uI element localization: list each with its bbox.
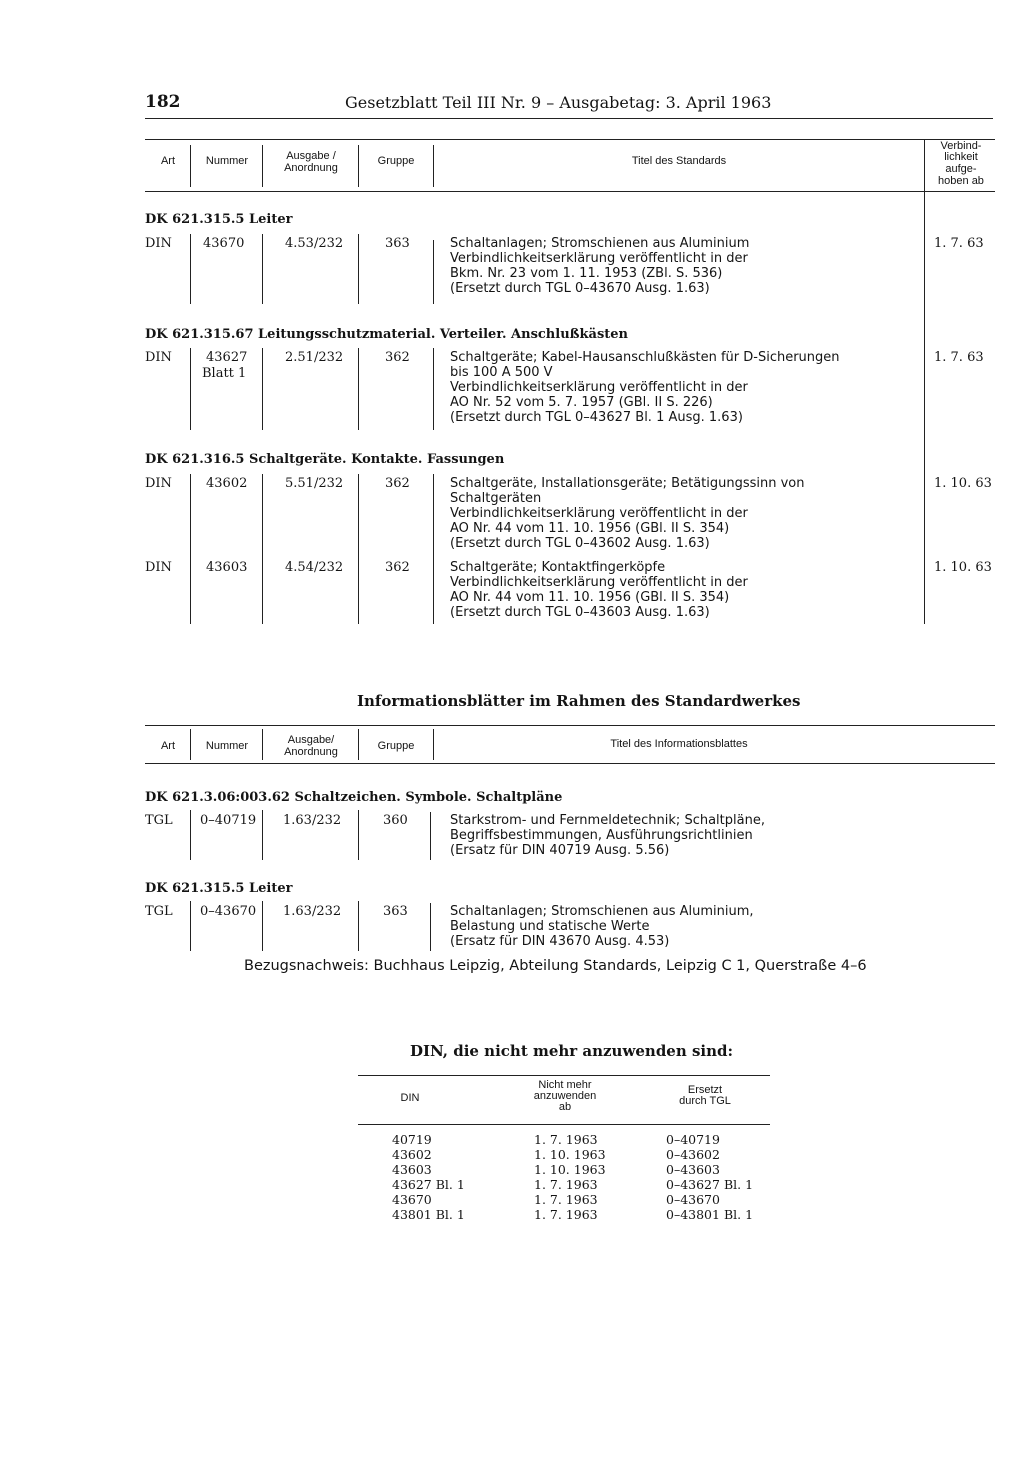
cell-titel bbox=[450, 813, 765, 858]
header-nummer: Nummer bbox=[205, 155, 249, 167]
cell-gruppe: 363 bbox=[383, 904, 408, 919]
header-verbindlichkeit-line4: hoben ab bbox=[938, 175, 984, 187]
cell-nummer: 0–40719 bbox=[200, 813, 257, 828]
header-divider bbox=[262, 729, 263, 760]
cell-gruppe: 362 bbox=[385, 476, 410, 491]
row-divider bbox=[190, 234, 191, 304]
section-heading: DK 621.3.06:003.62 Schaltzeichen. Symbole. Schaltpläne bbox=[145, 790, 563, 805]
page-header: Gesetzblatt Teil III Nr. 9 – Ausgabetag: 3. April 1963 bbox=[345, 93, 772, 112]
cell-ausgabe: 1.63/232 bbox=[283, 813, 342, 828]
cell-verbindlichkeit-date: 1. 10. 63 bbox=[934, 476, 992, 491]
info-table-header-rule bbox=[145, 763, 995, 764]
row-divider bbox=[190, 474, 191, 624]
row-divider bbox=[433, 348, 434, 430]
cell-titel bbox=[450, 904, 754, 949]
header-nicht-mehr-line1: Nicht mehr bbox=[538, 1079, 592, 1091]
table-top-rule bbox=[145, 139, 995, 140]
cell-art: DIN bbox=[145, 350, 172, 365]
title-line: Begriffsbestimmungen, Ausführungsrichtlinien bbox=[450, 828, 753, 843]
header-nummer: Nummer bbox=[205, 740, 249, 752]
table-row: 0–43602 bbox=[666, 1147, 720, 1162]
header-verbindlichkeit-line3: aufge- bbox=[945, 163, 977, 175]
title-line: Schaltgeräten bbox=[450, 491, 542, 506]
cell-nummer: 43627 bbox=[206, 350, 248, 365]
row-divider bbox=[358, 901, 359, 951]
header-gruppe: Gruppe bbox=[377, 740, 415, 752]
info-table-top-rule bbox=[145, 725, 995, 726]
title-line: bis 100 A 500 V bbox=[450, 365, 553, 380]
cell-gruppe: 363 bbox=[385, 236, 410, 251]
cell-ausgabe: 4.53/232 bbox=[285, 236, 344, 251]
header-din: DIN bbox=[400, 1092, 420, 1104]
cell-nummer: 0–43670 bbox=[200, 904, 257, 919]
table-row: 43801 Bl. 1 bbox=[392, 1207, 465, 1222]
header-verbindlichkeit-line1: Verbind- bbox=[940, 140, 982, 152]
row-divider bbox=[190, 348, 191, 430]
title-line: (Ersetzt durch TGL 0–43602 Ausg. 1.63) bbox=[450, 536, 710, 551]
cell-verbindlichkeit-date: 1. 7. 63 bbox=[934, 350, 984, 365]
row-divider bbox=[358, 474, 359, 624]
title-line: Verbindlichkeitserklärung veröffentlicht in der bbox=[450, 251, 748, 266]
section-heading: DK 621.315.5 Leiter bbox=[145, 212, 293, 227]
bezugsnachweis: Bezugsnachweis: Buchhaus Leipzig, Abteilung Standards, Leipzig C 1, Querstraße 4–6 bbox=[244, 958, 867, 974]
title-line: Schaltgeräte; Kabel-Hausanschlußkästen für D-Sicherungen bbox=[450, 350, 840, 365]
cell-ausgabe: 5.51/232 bbox=[285, 476, 344, 491]
row-divider bbox=[433, 474, 434, 624]
header-divider bbox=[358, 145, 359, 187]
row-divider bbox=[358, 234, 359, 304]
header-rule bbox=[145, 118, 993, 119]
table-row: 1. 7. 1963 bbox=[534, 1207, 598, 1222]
header-ausgabe-line2: Anordnung bbox=[284, 162, 338, 174]
din-column bbox=[392, 1132, 465, 1222]
title-line: (Ersetzt durch TGL 0–43627 Bl. 1 Ausg. 1.63) bbox=[450, 410, 743, 425]
title-line: Bkm. Nr. 23 vom 1. 11. 1953 (ZBl. S. 536) bbox=[450, 266, 723, 281]
header-ersetzt-line2: durch TGL bbox=[679, 1095, 731, 1107]
header-titel: Titel des Standards bbox=[631, 155, 727, 167]
cell-titel bbox=[450, 236, 749, 296]
cell-art: DIN bbox=[145, 236, 172, 251]
table-row: 0–43603 bbox=[666, 1162, 720, 1177]
row-divider bbox=[358, 348, 359, 430]
table-row: 0–43670 bbox=[666, 1192, 720, 1207]
cell-ausgabe: 1.63/232 bbox=[283, 904, 342, 919]
row-divider bbox=[433, 240, 434, 304]
header-nicht-mehr-line2: anzuwenden bbox=[533, 1090, 597, 1102]
ab-column bbox=[534, 1132, 606, 1222]
row-divider bbox=[262, 810, 263, 860]
table-row: 1. 7. 1963 bbox=[534, 1132, 598, 1147]
header-divider bbox=[262, 145, 263, 187]
cell-titel bbox=[450, 560, 748, 620]
title-line: (Ersatz für DIN 40719 Ausg. 5.56) bbox=[450, 843, 670, 858]
header-divider bbox=[190, 729, 191, 760]
tgl-column bbox=[666, 1132, 753, 1222]
cell-ausgabe: 4.54/232 bbox=[285, 560, 344, 575]
header-divider bbox=[358, 729, 359, 760]
header-ausgabe-line1: Ausgabe/ bbox=[287, 734, 335, 746]
header-verbindlichkeit-line2: lichkeit bbox=[944, 151, 978, 163]
header-gruppe: Gruppe bbox=[377, 155, 415, 167]
cell-art: DIN bbox=[145, 560, 172, 575]
row-divider bbox=[262, 348, 263, 430]
header-divider bbox=[433, 729, 434, 760]
table-row: 43670 bbox=[392, 1192, 432, 1207]
title-line: AO Nr. 52 vom 5. 7. 1957 (GBl. II S. 226) bbox=[450, 395, 713, 410]
title-line: Schaltgeräte; Kontaktfingerköpfe bbox=[450, 560, 666, 575]
title-line: Schaltanlagen; Stromschienen aus Aluminium bbox=[450, 236, 750, 251]
table-row: 43603 bbox=[392, 1162, 432, 1177]
header-divider bbox=[433, 145, 434, 187]
table-header-rule bbox=[145, 191, 995, 192]
header-divider bbox=[190, 145, 191, 187]
cell-art: TGL bbox=[145, 904, 173, 919]
section-heading: DK 621.316.5 Schaltgeräte. Kontakte. Fassungen bbox=[145, 452, 505, 467]
cell-art: DIN bbox=[145, 476, 172, 491]
header-ausgabe-line2: Anordnung bbox=[284, 746, 338, 758]
row-divider bbox=[262, 474, 263, 624]
cell-nummer-blatt: Blatt 1 bbox=[202, 366, 247, 381]
table-row: 0–43627 Bl. 1 bbox=[666, 1177, 754, 1192]
verbindlichkeit-column-rule bbox=[924, 140, 925, 624]
title-line: Starkstrom- und Fernmeldetechnik; Schaltpläne, bbox=[450, 813, 765, 828]
title-line: (Ersetzt durch TGL 0–43670 Ausg. 1.63) bbox=[450, 281, 710, 296]
title-line: Verbindlichkeitserklärung veröffentlicht in der bbox=[450, 380, 748, 395]
row-divider bbox=[358, 810, 359, 860]
header-titel: Titel des Informationsblattes bbox=[610, 738, 748, 750]
table-row: 43602 bbox=[392, 1147, 432, 1162]
title-line: Verbindlichkeitserklärung veröffentlicht in der bbox=[450, 575, 748, 590]
table-row: 1. 7. 1963 bbox=[534, 1177, 598, 1192]
cell-titel bbox=[450, 350, 840, 425]
info-section-title: Informationsblätter im Rahmen des Standardwerkes bbox=[357, 692, 801, 710]
title-line: (Ersatz für DIN 43670 Ausg. 4.53) bbox=[450, 934, 670, 949]
table-row: 40719 bbox=[392, 1132, 432, 1147]
table-row: 1. 10. 1963 bbox=[534, 1162, 606, 1177]
row-divider bbox=[190, 901, 191, 951]
table-row: 0–40719 bbox=[666, 1132, 720, 1147]
table-row: 0–43801 Bl. 1 bbox=[666, 1207, 754, 1222]
title-line: (Ersetzt durch TGL 0–43603 Ausg. 1.63) bbox=[450, 605, 710, 620]
row-divider bbox=[262, 234, 263, 304]
cell-nummer: 43670 bbox=[203, 236, 245, 251]
cell-gruppe: 362 bbox=[385, 560, 410, 575]
cell-nummer: 43602 bbox=[206, 476, 248, 491]
cell-titel bbox=[450, 476, 805, 551]
cell-gruppe: 362 bbox=[385, 350, 410, 365]
cell-nummer: 43603 bbox=[206, 560, 248, 575]
header-ersetzt-line1: Ersetzt bbox=[687, 1084, 723, 1096]
section-heading: DK 621.315.5 Leiter bbox=[145, 881, 293, 896]
cell-ausgabe: 2.51/232 bbox=[285, 350, 344, 365]
header-ausgabe-line1: Ausgabe / bbox=[286, 150, 336, 162]
title-line: Schaltanlagen; Stromschienen aus Aluminium, bbox=[450, 904, 754, 919]
row-divider bbox=[262, 901, 263, 951]
title-line: AO Nr. 44 vom 11. 10. 1956 (GBl. II S. 354) bbox=[450, 521, 730, 536]
row-divider bbox=[430, 903, 431, 951]
row-divider bbox=[190, 810, 191, 860]
header-art: Art bbox=[160, 155, 176, 167]
title-line: Schaltgeräte, Installationsgeräte; Betätigungssinn von bbox=[450, 476, 805, 491]
cell-art: TGL bbox=[145, 813, 173, 828]
cell-verbindlichkeit-date: 1. 10. 63 bbox=[934, 560, 992, 575]
din-section-title: DIN, die nicht mehr anzuwenden sind: bbox=[410, 1042, 734, 1060]
cell-gruppe: 360 bbox=[383, 813, 408, 828]
header-nicht-mehr-line3: ab bbox=[558, 1101, 572, 1113]
cell-verbindlichkeit-date: 1. 7. 63 bbox=[934, 236, 984, 251]
title-line: Verbindlichkeitserklärung veröffentlicht in der bbox=[450, 506, 748, 521]
row-divider bbox=[430, 812, 431, 860]
header-art: Art bbox=[160, 740, 176, 752]
title-line: Belastung und statische Werte bbox=[450, 919, 650, 934]
din-table-header-rule bbox=[358, 1124, 770, 1125]
section-heading: DK 621.315.67 Leitungsschutzmaterial. Verteiler. Anschlußkästen bbox=[145, 327, 628, 342]
table-row: 1. 10. 1963 bbox=[534, 1147, 606, 1162]
table-row: 1. 7. 1963 bbox=[534, 1192, 598, 1207]
title-line: AO Nr. 44 vom 11. 10. 1956 (GBl. II S. 354) bbox=[450, 590, 730, 605]
din-table-top-rule bbox=[358, 1075, 770, 1076]
table-row: 43627 Bl. 1 bbox=[392, 1177, 465, 1192]
page-number: 182 bbox=[145, 92, 181, 112]
